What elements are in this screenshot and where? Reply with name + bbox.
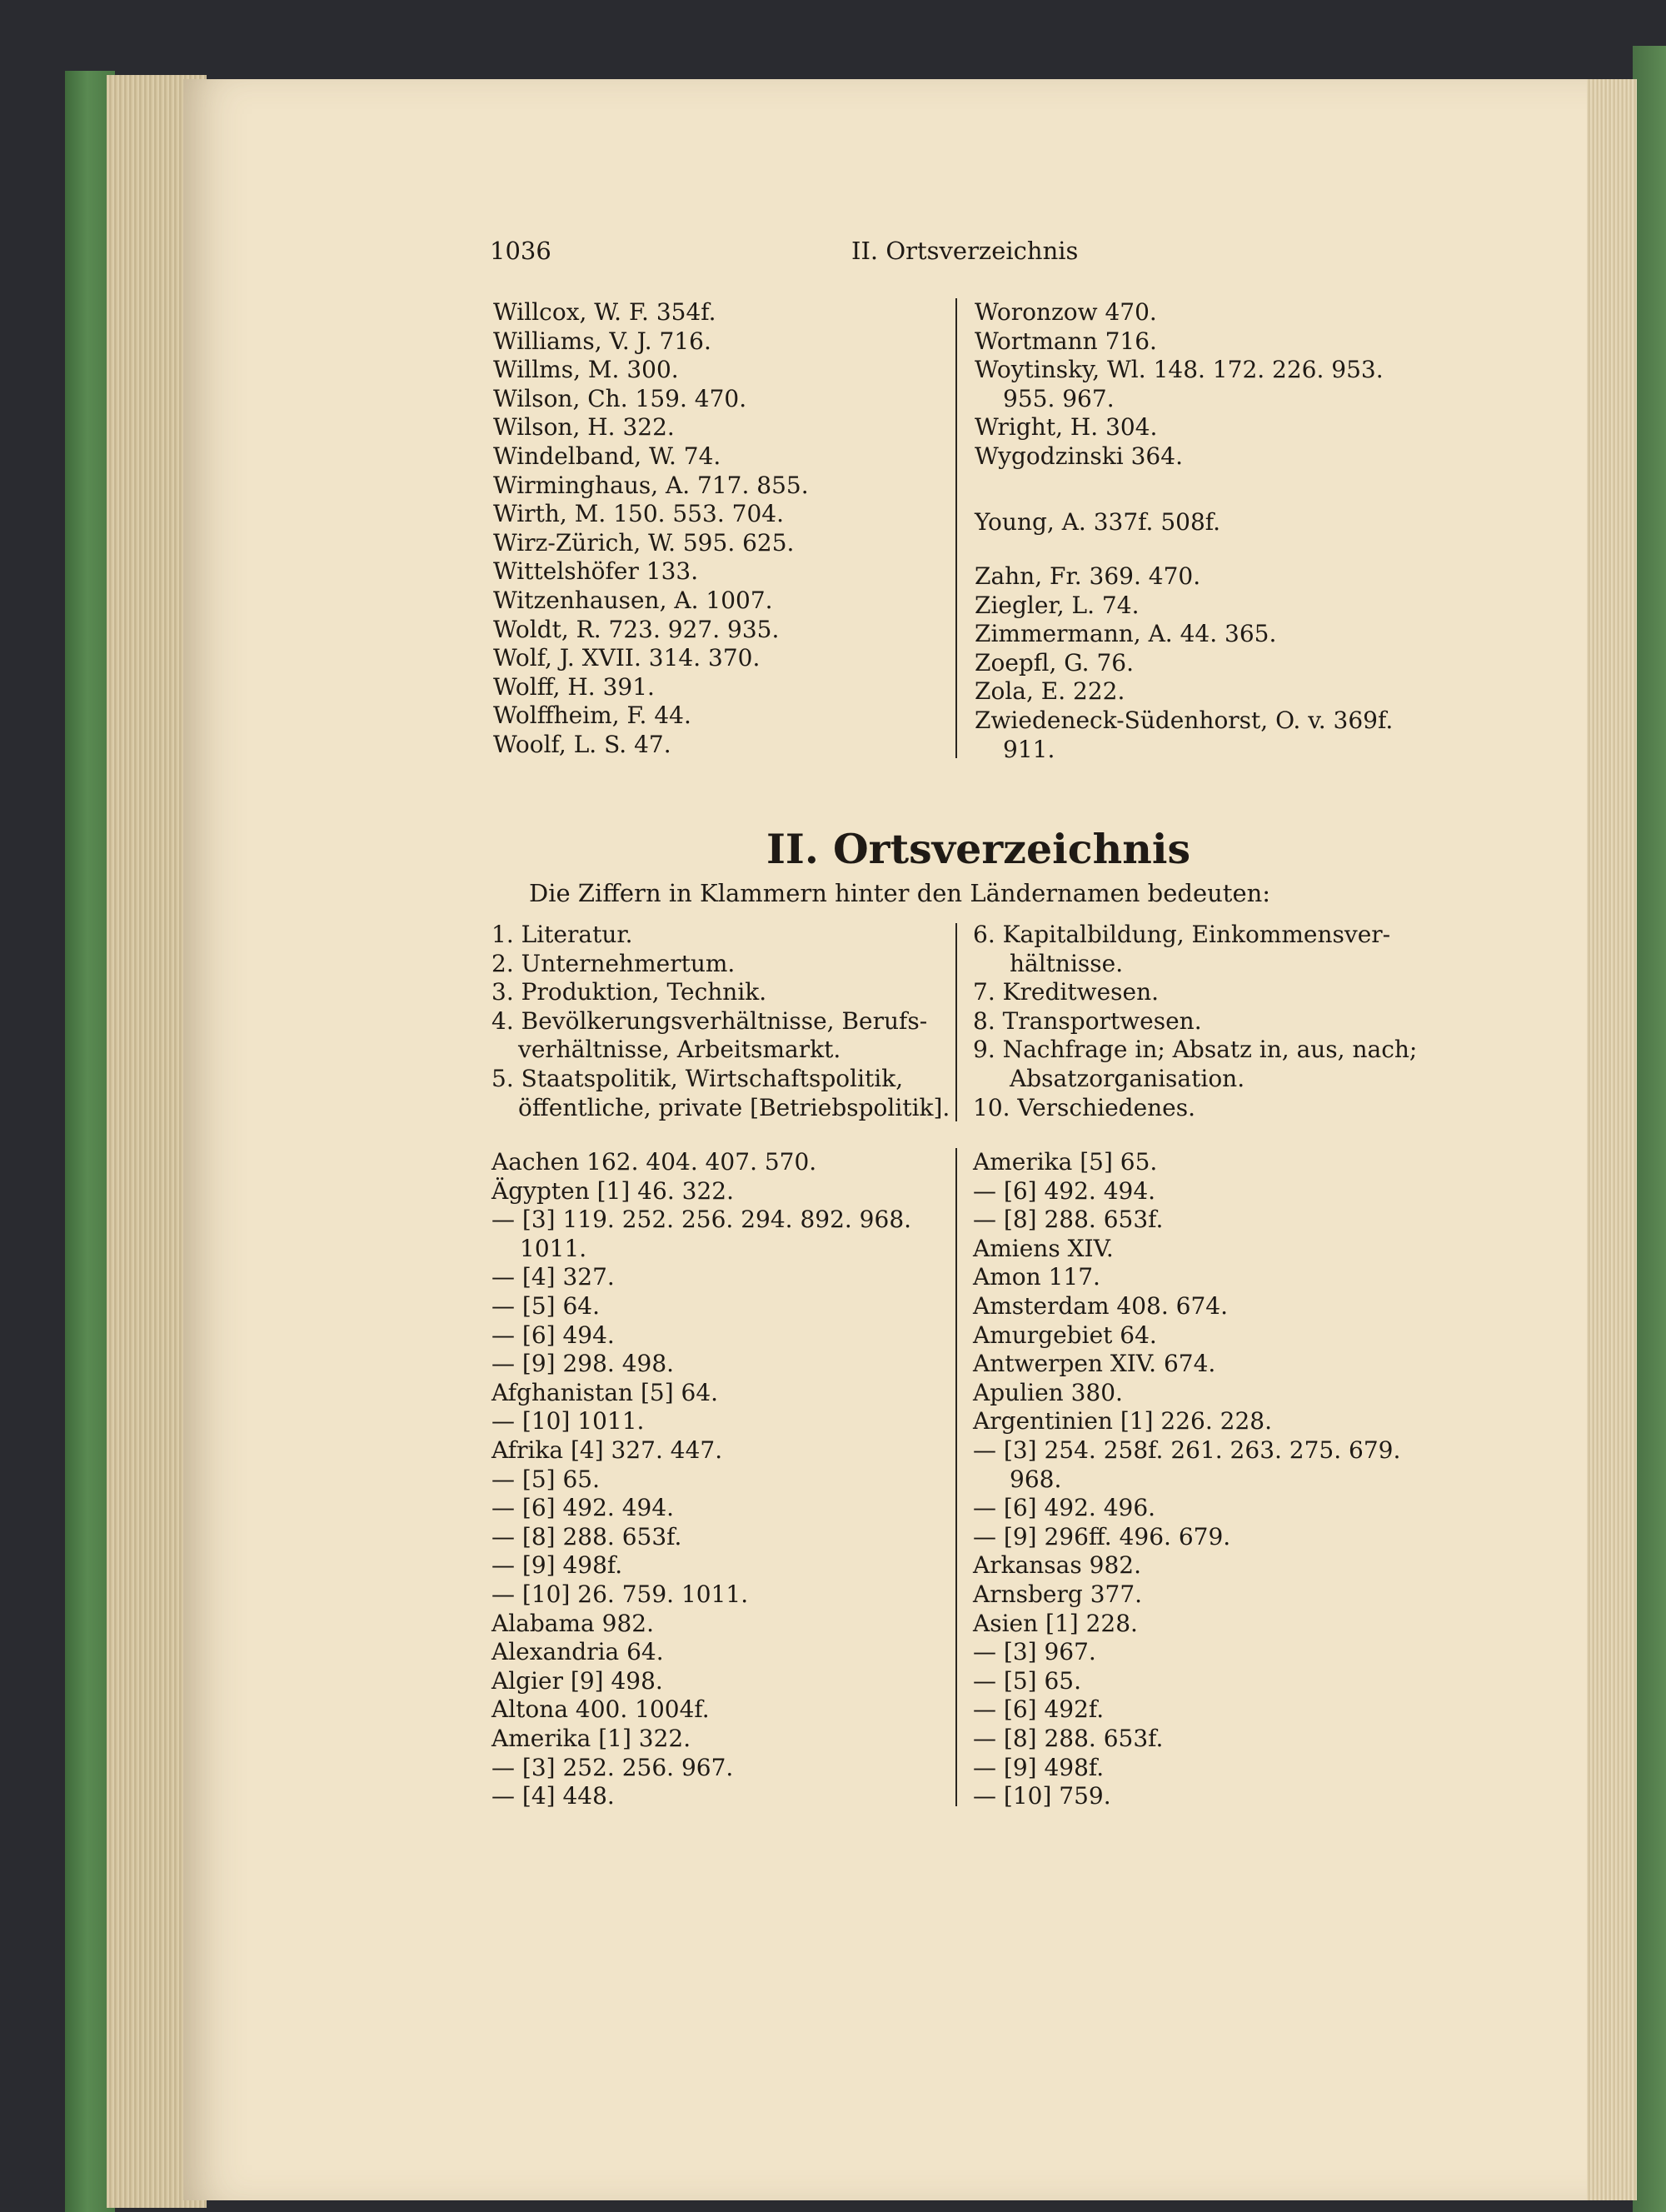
legend-item: 6. Kapitalbildung, Einkommensver- xyxy=(973,921,1391,948)
person-entry: Zwiedeneck-Südenhorst, O. v. 369f. xyxy=(975,707,1394,734)
place-entry: — [4] 327. xyxy=(491,1263,615,1291)
place-entry: — [9] 296ff. 496. 679. xyxy=(973,1522,1231,1550)
legend-item: 7. Kreditwesen. xyxy=(973,978,1160,1006)
place-entry: — [6] 492. 496. xyxy=(973,1494,1156,1522)
person-entry: Wolf, J. XVII. 314. 370. xyxy=(493,644,761,672)
legend-item: 9. Nachfrage in; Absatz in, aus, nach; xyxy=(973,1036,1418,1064)
place-entry: Amon 117. xyxy=(973,1263,1100,1291)
person-entry: Zola, E. 222. xyxy=(975,677,1125,706)
place-entry: — [4] 448. xyxy=(491,1782,615,1810)
page-number: 1036 xyxy=(490,237,551,265)
person-entry: Woolf, L. S. 47. xyxy=(493,731,671,758)
place-entry: — [3] 254. 258f. 261. 263. 275. 679. xyxy=(973,1436,1401,1464)
person-entry: Zoepfl, G. 76. xyxy=(975,648,1134,677)
place-entry: Algier [9] 498. xyxy=(491,1666,663,1695)
right-page-stack xyxy=(1587,79,1637,2200)
person-entry: Wirminghaus, A. 717. 855. xyxy=(493,471,809,499)
person-entry: Wright, H. 304. xyxy=(975,413,1158,442)
legend-item: 8. Transportwesen. xyxy=(973,1006,1202,1035)
place-entry: Asien [1] 228. xyxy=(973,1609,1138,1637)
place-entry: Afrika [4] 327. 447. xyxy=(491,1436,723,1464)
place-entry: Amsterdam 408. 674. xyxy=(973,1292,1229,1320)
column-divider-persons xyxy=(955,298,957,758)
book-cover-right xyxy=(1633,46,1666,2212)
person-entry: Wilson, Ch. 159. 470. xyxy=(493,384,747,412)
person-entry: 955. 967. xyxy=(1003,384,1115,412)
person-entry: Williams, V. J. 716. xyxy=(493,327,711,355)
place-entry: Amurgebiet 64. xyxy=(973,1321,1157,1349)
legend-item: 1. Literatur. xyxy=(491,921,633,948)
place-entry: — [9] 498f. xyxy=(973,1753,1105,1781)
place-entry: — [5] 65. xyxy=(973,1666,1081,1695)
place-entry: — [9] 298. 498. xyxy=(491,1350,675,1378)
person-entry: Wittelshöfer 133. xyxy=(493,557,699,586)
person-entry: Wortmann 716. xyxy=(975,327,1157,355)
place-entry: Amerika [1] 322. xyxy=(491,1725,691,1752)
place-entry: — [3] 967. xyxy=(973,1638,1096,1666)
place-entry: — [8] 288. 653f. xyxy=(491,1522,682,1550)
place-entry: — [3] 119. 252. 256. 294. 892. 968. xyxy=(491,1206,912,1234)
place-entry: Ägypten [1] 46. 322. xyxy=(491,1176,734,1205)
person-entry: 911. xyxy=(1003,735,1055,763)
place-entry: — [6] 492. 494. xyxy=(491,1494,675,1522)
section-title: II. Ortsverzeichnis xyxy=(766,825,1191,873)
place-entry: Alexandria 64. xyxy=(491,1638,664,1666)
place-entry: Arkansas 982. xyxy=(973,1551,1141,1580)
place-entry: Arnsberg 377. xyxy=(973,1580,1143,1608)
place-entry: Afghanistan [5] 64. xyxy=(491,1378,719,1406)
person-entry: Willcox, W. F. 354f. xyxy=(493,298,716,326)
place-entry: — [6] 492f. xyxy=(973,1695,1105,1724)
column-divider-places xyxy=(955,1148,957,1806)
legend-item: öffentliche, private [Betriebspolitik]. xyxy=(518,1093,950,1121)
person-entry: Zimmermann, A. 44. 365. xyxy=(975,620,1277,648)
place-entry: — [6] 492. 494. xyxy=(973,1176,1156,1205)
person-entry: Wirth, M. 150. 553. 704. xyxy=(493,500,785,528)
place-entry: — [10] 26. 759. 1011. xyxy=(491,1580,749,1608)
person-entry: Wolffheim, F. 44. xyxy=(493,702,691,730)
place-entry: — [10] 759. xyxy=(973,1782,1111,1810)
place-entry: 1011. xyxy=(520,1234,587,1262)
person-entry: Woldt, R. 723. 927. 935. xyxy=(493,615,780,643)
legend-item: Absatzorganisation. xyxy=(1010,1065,1245,1092)
place-entry: — [8] 288. 653f. xyxy=(973,1206,1164,1234)
person-entry: Wirz-Zürich, W. 595. 625. xyxy=(493,528,795,557)
place-entry: Argentinien [1] 226. 228. xyxy=(973,1407,1272,1436)
place-entry: Altona 400. 1004f. xyxy=(491,1695,710,1724)
place-entry: — [8] 288. 653f. xyxy=(973,1725,1164,1752)
person-entry: Witzenhausen, A. 1007. xyxy=(493,587,773,614)
legend-item: 3. Produktion, Technik. xyxy=(491,978,767,1006)
legend-item: 5. Staatspolitik, Wirtschaftspolitik, xyxy=(491,1065,904,1092)
person-entry: Wygodzinski 364. xyxy=(975,442,1183,470)
person-entry: Wilson, H. 322. xyxy=(493,413,675,442)
person-entry: Zahn, Fr. 369. 470. xyxy=(975,562,1201,590)
person-entry: Willms, M. 300. xyxy=(493,356,679,384)
place-entry: — [5] 64. xyxy=(491,1292,600,1320)
running-title: II. Ortsverzeichnis xyxy=(851,237,1079,265)
place-entry: Apulien 380. xyxy=(973,1378,1123,1406)
place-entry: Alabama 982. xyxy=(491,1609,654,1637)
legend-item: 4. Bevölkerungsverhältnisse, Berufs- xyxy=(491,1006,928,1035)
person-entry: Young, A. 337f. 508f. xyxy=(975,508,1221,536)
person-entry: Woytinsky, Wl. 148. 172. 226. 953. xyxy=(975,356,1384,384)
legend-item: 2. Unternehmertum. xyxy=(491,949,736,977)
place-entry: — [6] 494. xyxy=(491,1321,615,1349)
place-entry: — [5] 65. xyxy=(491,1465,600,1493)
section-subtitle: Die Ziffern in Klammern hinter den Ländernamen bedeuten: xyxy=(529,879,1271,907)
place-entry: — [9] 498f. xyxy=(491,1551,623,1580)
person-entry: Ziegler, L. 74. xyxy=(975,591,1140,619)
place-entry: Amiens XIV. xyxy=(973,1234,1114,1262)
person-entry: Woronzow 470. xyxy=(975,298,1157,326)
page xyxy=(183,79,1637,2200)
place-entry: Aachen 162. 404. 407. 570. xyxy=(491,1148,817,1176)
place-entry: — [10] 1011. xyxy=(491,1407,645,1436)
legend-item: 10. Verschiedenes. xyxy=(973,1093,1196,1121)
person-entry: Wolff, H. 391. xyxy=(493,672,655,701)
place-entry: Antwerpen XIV. 674. xyxy=(973,1350,1216,1378)
legend-item: verhältnisse, Arbeitsmarkt. xyxy=(518,1036,841,1064)
legend-item: hältnisse. xyxy=(1010,949,1124,977)
place-entry: — [3] 252. 256. 967. xyxy=(491,1753,734,1781)
place-entry: Amerika [5] 65. xyxy=(973,1148,1158,1176)
column-divider-legend xyxy=(955,923,957,1121)
person-entry: Windelband, W. 74. xyxy=(493,442,721,470)
place-entry: 968. xyxy=(1010,1465,1062,1493)
